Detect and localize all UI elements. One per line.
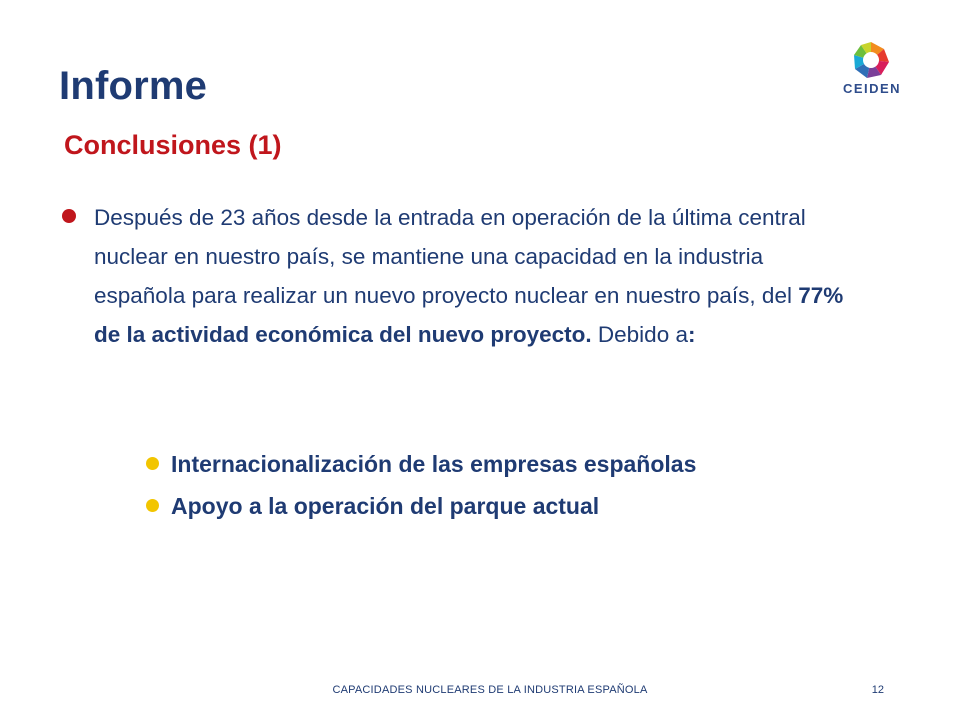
bullet-dot-icon xyxy=(146,499,159,512)
page-title: Informe xyxy=(59,64,208,108)
page-number: 12 xyxy=(871,684,884,696)
main-text-trailing: Debido a xyxy=(591,322,688,347)
sub-bullet-list xyxy=(146,446,866,530)
footer xyxy=(0,684,960,702)
sub-bullet-text: Apoyo a la operación del parque actual xyxy=(171,493,600,519)
main-text-regular: Después de 23 años desde la entrada en operación de la última central nuclear en nuestro país, se mantiene una capacidad en la industria española para realizar un nuevo proyecto nuclear en nuestro país, del xyxy=(94,205,806,308)
main-text-colon: : xyxy=(687,322,696,347)
footer-text: CAPACIDADES NUCLEARES DE LA INDUSTRIA ESPAÑOLA xyxy=(332,684,648,696)
ceiden-logo xyxy=(832,40,912,102)
list-item xyxy=(146,488,866,530)
bullet-dot-icon xyxy=(146,457,159,470)
main-bullet-text xyxy=(94,198,854,354)
section-subtitle: Conclusiones (1) xyxy=(64,130,282,160)
main-text-bold: 77% de la actividad económica del nuevo proyecto. xyxy=(94,283,844,347)
ceiden-logo-icon xyxy=(851,40,891,80)
bullet-dot-icon xyxy=(62,209,76,223)
sub-bullet-text: Internacionalización de las empresas españolas xyxy=(171,451,697,477)
logo-text: CEIDEN xyxy=(842,81,902,96)
list-item xyxy=(146,446,866,488)
